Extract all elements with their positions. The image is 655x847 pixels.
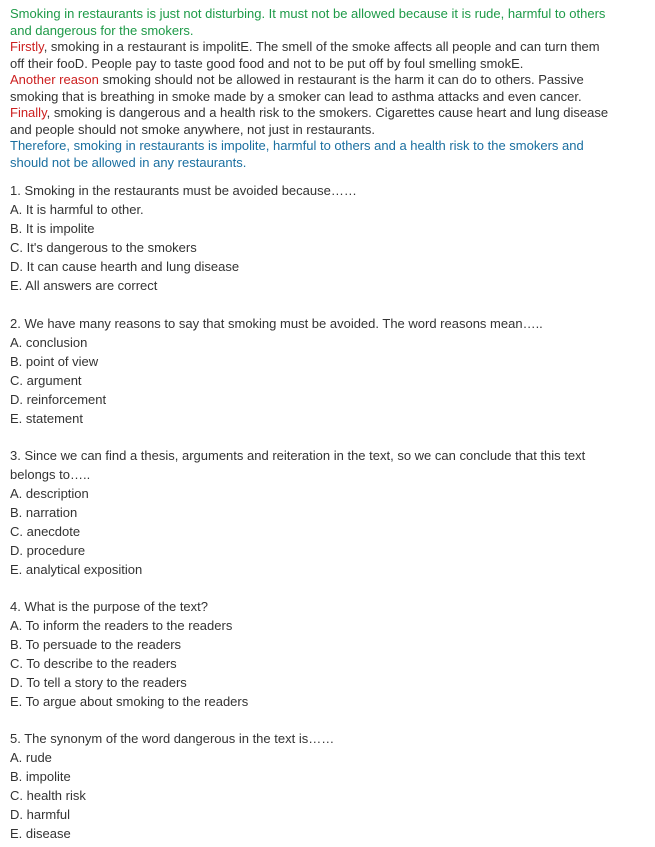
- passage-conclusion: Therefore, smoking in restaurants is impolite, harmful to others and a health risk to the smokers and should not be allowed in any restaurants.: [10, 138, 584, 170]
- paragraph-1-text: , smoking in a restaurant is impolitE. The smell of the smoke affects all people and can turn them off their fooD. People pay to taste good food and not to be put off by foul smelling smokE.: [10, 39, 600, 71]
- answer-option: E. statement: [10, 411, 83, 426]
- question-stem: 4. What is the purpose of the text?: [10, 599, 209, 614]
- answer-option: E. analytical exposition: [10, 562, 143, 577]
- answer-option: B. impolite: [10, 769, 71, 784]
- paragraph-3-marker: Finally: [10, 105, 47, 120]
- passage-paragraph-1: [10, 39, 610, 72]
- answer-option: A. To inform the readers to the readers: [10, 618, 233, 633]
- answer-option: D. harmful: [10, 807, 70, 822]
- paragraph-1-marker: Firstly: [10, 39, 44, 54]
- paragraph-2-text: smoking should not be allowed in restaurant is the harm it can do to others. Passive smoking that is breathing in smoke made by a smoker can lead to asthma attacks and even cancer.: [10, 72, 584, 104]
- question-stem: 1. Smoking in the restaurants must be avoided because……: [10, 183, 357, 198]
- paragraph-2-marker: Another reason: [10, 72, 99, 87]
- answer-option: D. reinforcement: [10, 392, 107, 407]
- answer-option: D. procedure: [10, 543, 86, 558]
- answer-option: B. To persuade to the readers: [10, 637, 182, 652]
- answer-option: C. argument: [10, 373, 82, 388]
- question-stem: 3. Since we can find a thesis, arguments and reiteration in the text, so we can conclude that this text belongs to…..: [10, 448, 586, 482]
- question-1: [10, 181, 610, 295]
- reading-passage: [10, 6, 610, 171]
- answer-option: B. narration: [10, 505, 78, 520]
- answer-option: B. point of view: [10, 354, 99, 369]
- answer-option: D. It can cause hearth and lung disease: [10, 259, 240, 274]
- passage-paragraph-3: [10, 105, 610, 138]
- passage-paragraph-2: [10, 72, 610, 105]
- answer-option: C. It's dangerous to the smokers: [10, 240, 197, 255]
- answer-option: E. disease: [10, 826, 71, 841]
- question-3: [10, 446, 610, 579]
- passage-thesis: Smoking in restaurants is just not disturbing. It must not be allowed because it is rude, harmful to others and dangerous for the smokers.: [10, 6, 606, 38]
- answer-option: A. description: [10, 486, 89, 501]
- paragraph-3-text: , smoking is dangerous and a health risk to the smokers. Cigarettes cause heart and lung disease and people should not smoke anywhere, not just in restaurants.: [10, 105, 609, 137]
- question-stem: 5. The synonym of the word dangerous in the text is……: [10, 731, 335, 746]
- answer-option: C. To describe to the readers: [10, 656, 177, 671]
- question-5: [10, 729, 610, 843]
- answer-option: E. All answers are correct: [10, 278, 158, 293]
- question-4: [10, 597, 610, 711]
- question-2: [10, 314, 610, 428]
- answer-option: C. health risk: [10, 788, 86, 803]
- answer-option: A. rude: [10, 750, 52, 765]
- answer-option: B. It is impolite: [10, 221, 95, 236]
- answer-option: C. anecdote: [10, 524, 81, 539]
- answer-option: E. To argue about smoking to the readers: [10, 694, 249, 709]
- answer-option: A. It is harmful to other.: [10, 202, 144, 217]
- question-stem: 2. We have many reasons to say that smoking must be avoided. The word reasons mean…..: [10, 316, 543, 331]
- answer-option: A. conclusion: [10, 335, 88, 350]
- answer-option: D. To tell a story to the readers: [10, 675, 187, 690]
